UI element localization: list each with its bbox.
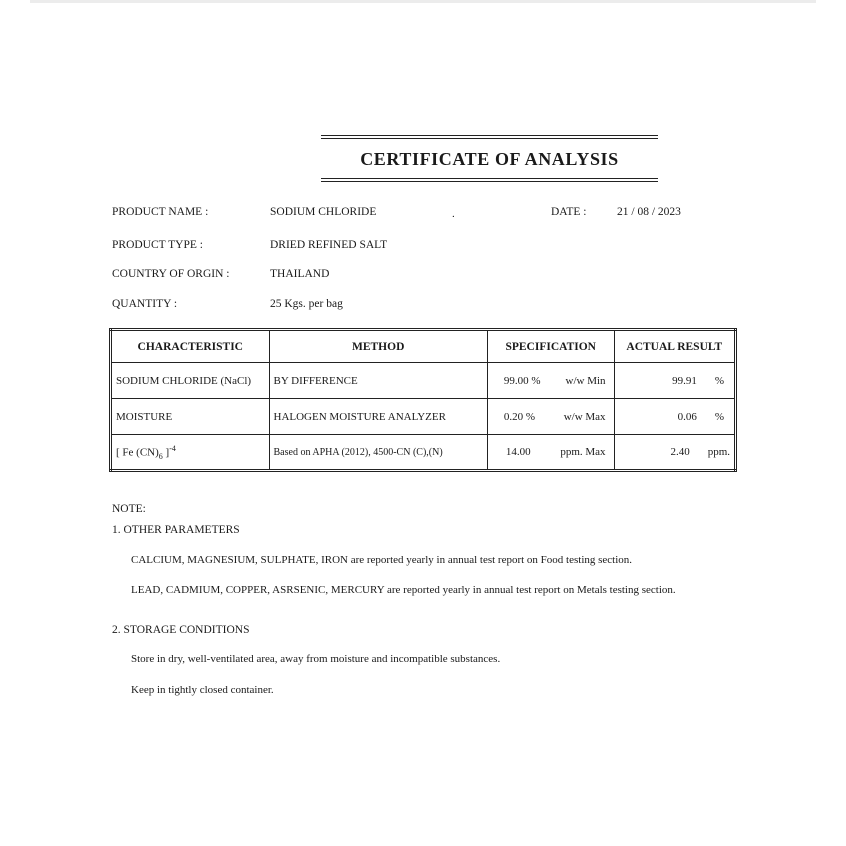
storage-line-1: Store in dry, well-ventilated area, away from moisture and incompatible substances. xyxy=(131,653,501,665)
formula-subscript: 6 xyxy=(158,451,163,461)
method-cell: BY DIFFERENCE xyxy=(269,363,487,399)
header-actual-result: ACTUAL RESULT xyxy=(614,330,735,363)
result-unit: % xyxy=(714,410,724,423)
specification-cell xyxy=(487,399,614,435)
date-label: DATE : xyxy=(551,206,587,218)
result-value: 99.91 xyxy=(672,374,697,387)
storage-line-2: Keep in tightly closed container. xyxy=(131,684,274,696)
title-rule-top xyxy=(321,135,658,139)
result-cell xyxy=(614,435,735,471)
section-other-parameters-title: 1. OTHER PARAMETERS xyxy=(112,524,240,536)
characteristic-cell: SODIUM CHLORIDE (NaCl) xyxy=(111,363,270,399)
quantity-label: QUANTITY : xyxy=(112,298,178,310)
spec-limit: ppm. Max xyxy=(560,446,606,458)
page-edge xyxy=(30,0,816,3)
title-block xyxy=(321,135,658,183)
result-cell xyxy=(614,399,735,435)
result-value: 2.40 xyxy=(670,446,690,458)
header-method: METHOD xyxy=(269,330,487,363)
other-parameters-line-1: CALCIUM, MAGNESIUM, SULPHATE, IRON are reported yearly in annual test report on Food testing section. xyxy=(131,554,633,566)
table-row xyxy=(111,363,736,399)
result-value: 0.06 xyxy=(677,410,697,423)
spec-value: 14.00 xyxy=(505,446,531,458)
header-specification: SPECIFICATION xyxy=(487,330,614,363)
date-value: 21 / 08 / 2023 xyxy=(617,206,681,218)
country-value: THAILAND xyxy=(270,268,330,280)
product-type-label: PRODUCT TYPE : xyxy=(112,239,203,251)
specification-cell xyxy=(487,363,614,399)
result-unit: ppm. xyxy=(707,446,730,458)
formula-prefix: [ Fe (CN) xyxy=(116,446,159,459)
product-type-value: DRIED REFINED SALT xyxy=(270,239,388,251)
header-characteristic: CHARACTERISTIC xyxy=(111,330,270,363)
title-rule-bottom xyxy=(321,178,658,182)
document-title: CERTIFICATE OF ANALYSIS xyxy=(360,149,619,169)
method-cell: Based on APHA (2012), 4500-CN (C),(N) xyxy=(269,435,487,471)
formula-superscript: -4 xyxy=(169,443,176,453)
product-name-value: SODIUM CHLORIDE xyxy=(270,206,377,218)
spec-value: 99.00 % xyxy=(503,374,541,387)
stray-dot: . xyxy=(452,208,455,220)
quantity-value: 25 Kgs. per bag xyxy=(270,298,343,310)
table-row xyxy=(111,435,736,471)
result-cell xyxy=(614,363,735,399)
country-label: COUNTRY OF ORGIN : xyxy=(112,268,230,280)
method-cell: HALOGEN MOISTURE ANALYZER xyxy=(269,399,487,435)
analysis-table xyxy=(109,328,737,472)
characteristic-cell: MOISTURE xyxy=(111,399,270,435)
table-header-row xyxy=(111,330,736,363)
formula-suffix: ] xyxy=(162,446,170,459)
spec-value: 0.20 % xyxy=(503,410,536,423)
specification-cell xyxy=(487,435,614,471)
table-row xyxy=(111,399,736,435)
spec-limit: w/w Max xyxy=(563,410,606,423)
characteristic-cell xyxy=(111,435,270,471)
result-unit: % xyxy=(714,374,724,387)
other-parameters-line-2: LEAD, CADMIUM, COPPER, ASRSENIC, MERCURY are reported yearly in annual test report on Metals testing section. xyxy=(131,584,676,596)
product-name-label: PRODUCT NAME : xyxy=(112,206,209,218)
spec-limit: w/w Min xyxy=(565,374,606,387)
section-storage-title: 2. STORAGE CONDITIONS xyxy=(112,624,250,636)
note-heading: NOTE: xyxy=(112,503,146,515)
